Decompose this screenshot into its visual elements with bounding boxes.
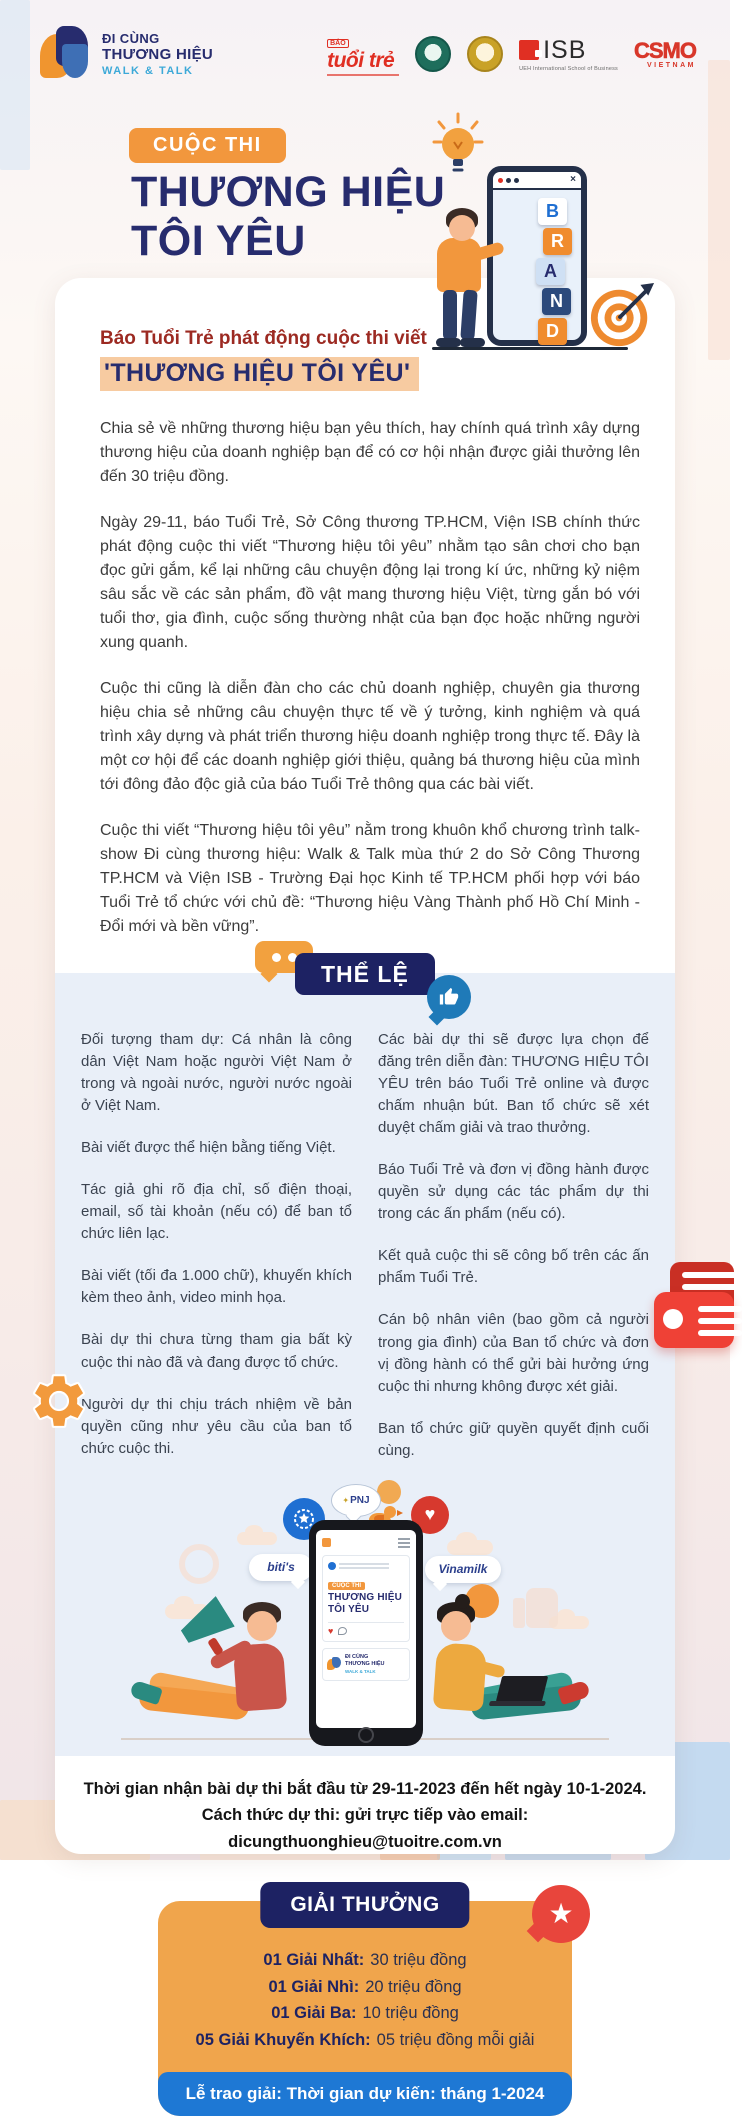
rules-columns bbox=[81, 1029, 649, 1482]
prize-label: 05 Giải Khuyến Khích: bbox=[195, 2031, 371, 2050]
partner-logo-csmo bbox=[634, 38, 696, 69]
phone-title-line1: THƯƠNG HIỆU bbox=[328, 1591, 403, 1603]
rule-item: Tác giả ghi rõ địa chỉ, số điện thoại, email, số tài khoản (nếu có) để ban tổ chức liên lạc. bbox=[81, 1181, 352, 1243]
prize-heading: GIẢI THƯỞNG bbox=[260, 1882, 469, 1928]
phone-brand-card bbox=[322, 1648, 410, 1681]
speech-bubble-vinamilk bbox=[425, 1556, 501, 1583]
intro-block bbox=[55, 278, 675, 391]
isb-square-icon bbox=[519, 40, 539, 60]
gear-icon bbox=[28, 1370, 90, 1437]
lightbulb-icon bbox=[432, 112, 484, 191]
submission-email: Cách thức dự thi: gửi trực tiếp vào email: dicungthuonghieu@tuoitre.com.vn bbox=[201, 1806, 529, 1851]
mini-brand-line2: THƯƠNG HIỆU bbox=[345, 1661, 385, 1668]
brand-name-line1: ĐI CÙNG bbox=[102, 31, 160, 46]
person-right-illustration bbox=[413, 1604, 583, 1739]
prize-item bbox=[174, 1947, 556, 1974]
mini-brand-tagline: WALK & TALK bbox=[345, 1668, 376, 1674]
prize-value: 30 triệu đồng bbox=[370, 1950, 467, 1969]
rule-item: Báo Tuổi Trẻ và đơn vị đồng hành được quyền sử dụng các tác phẩm dự thi trong các ấn phẩm (nếu có). bbox=[378, 1161, 649, 1223]
paragraph: Cuộc thi cũng là diễn đàn cho các chủ doanh nghiệp, chuyên gia thương hiệu chia sẻ những câu chuyện thực tế về ý tưởng, kinh nghiệm và quá trình xây dựng và phát triển thương hiệu doanh nghiệp trong thực tế. Đây là một cơ hội để các doanh nghiệp giới thiệu, quảng bá thương hiệu của mình tới đông đảo độc giả của báo Tuổi Trẻ thông qua các bài viết. bbox=[100, 680, 640, 793]
intro-title-highlight: 'THƯƠNG HIỆU TÔI YÊU' bbox=[100, 357, 419, 391]
page-title bbox=[131, 168, 445, 266]
phone-post-card bbox=[322, 1555, 410, 1642]
prize-item bbox=[174, 1974, 556, 2001]
phone-illustration bbox=[309, 1520, 423, 1746]
prize-value: 10 triệu đồng bbox=[362, 2004, 459, 2023]
tuoitre-caption-line bbox=[327, 74, 399, 76]
award-ceremony-bar: Lễ trao giải: Thời gian dự kiến: tháng 1-2024 bbox=[158, 2072, 572, 2116]
prize-section bbox=[158, 1892, 574, 2116]
rule-item: Kết quả cuộc thi sẽ công bố trên các ấn phẩm Tuổi Trẻ. bbox=[378, 1247, 649, 1287]
rules-section bbox=[55, 960, 675, 1756]
brand-name-line2: THƯƠNG HIỆU bbox=[102, 46, 214, 63]
brand-tagline: WALK & TALK bbox=[102, 65, 194, 77]
cloud-icon bbox=[447, 1540, 493, 1555]
phone-contest-badge: CUỘC THI bbox=[328, 1582, 365, 1590]
rule-item: Các bài dự thi sẽ được lựa chọn để đăng trên diễn đàn: THƯƠNG HIỆU TÔI YÊU trên báo Tuổi Trẻ online và được chấm nhuận bút. Ban tổ chức sẽ xét duyệt chấm giải và trao thưởng. bbox=[378, 1031, 649, 1137]
window-titlebar bbox=[493, 172, 581, 190]
intro-kicker: Báo Tuổi Trẻ phát động cuộc thi viết bbox=[100, 328, 427, 349]
pnj-label: PNJ bbox=[350, 1494, 370, 1506]
header-logos bbox=[40, 26, 696, 82]
heart-icon: ♥ bbox=[411, 1496, 449, 1534]
partner-logo-seal-gold-icon bbox=[467, 36, 503, 72]
rule-item: Bài viết được thể hiện bằng tiếng Việt. bbox=[81, 1139, 336, 1157]
megaphone-icon bbox=[175, 1596, 235, 1652]
partner-logo-seal-green-icon bbox=[415, 36, 451, 72]
paragraph: Ngày 29-11, báo Tuổi Trẻ, Sở Công thương TP.HCM, Viện ISB chính thức phát động cuộc thi viết “Thương hiệu tôi yêu” nhằm tạo sân chơi cho bạn đọc gửi gắm, kể lại những câu chuyện động lại trong kí ức, những kỷ niệm sâu sắc về các sản phẩm, đồ vật mang thương hiệu Việt, từng gắn bó với tuổi thơ, gia đình, cuộc sống thường nhật của bạn đọc hoặc những người xung quanh. bbox=[100, 514, 640, 651]
body-paragraphs bbox=[55, 391, 675, 939]
star-bubble-icon: ★ bbox=[532, 1885, 590, 1943]
social-illustration bbox=[81, 1484, 649, 1756]
isb-caption: UEH International School of Business bbox=[519, 65, 618, 72]
prize-label: 01 Giải Nhì: bbox=[268, 1977, 360, 1996]
rules-column-right bbox=[378, 1029, 649, 1482]
phone-title-line2: TÔI YÊU bbox=[328, 1604, 370, 1616]
prize-label: 01 Giải Ba: bbox=[271, 2004, 357, 2023]
brand-block-n: N bbox=[542, 288, 571, 315]
close-icon: × bbox=[570, 174, 576, 185]
prize-value: 05 triệu đồng mỗi giải bbox=[376, 2031, 535, 2050]
menu-icon bbox=[398, 1536, 410, 1550]
brand-logo-dicungthuonghieu bbox=[40, 26, 213, 82]
chat-card-icon bbox=[654, 1262, 734, 1362]
tuoitre-bao-label: BÁO bbox=[327, 39, 349, 48]
rule-item: Bài dự thi chưa từng tham gia bất kỳ cuộc thi nào đã và đang được tổ chức. bbox=[81, 1331, 352, 1371]
speech-bubble-bitis bbox=[249, 1554, 313, 1581]
rule-item: Ban tổ chức giữ quyền quyết định cuối cùng. bbox=[378, 1419, 649, 1459]
like-heart-icon: ♥ bbox=[328, 1625, 334, 1636]
rules-heading: THỂ LỆ bbox=[295, 953, 435, 995]
rule-item: Cán bộ nhân viên (bao gồm cả người trong gia đình) của Ban tổ chức và đơn vị đồng hành có thể gửi bài hưởng ứng cuộc thi nhưng không được xét giải. bbox=[378, 1311, 649, 1395]
cloud-icon bbox=[237, 1532, 277, 1545]
app-logo-square-icon bbox=[322, 1538, 331, 1547]
content-card bbox=[55, 278, 675, 2103]
csmo-sub: VIETNAM bbox=[647, 62, 696, 70]
bitis-label: biti's bbox=[267, 1560, 295, 1575]
phone-screen bbox=[316, 1530, 416, 1728]
page-title-line2: TÔI YÊU bbox=[131, 217, 306, 266]
bg-decor-block bbox=[0, 0, 30, 170]
person-left-illustration bbox=[139, 1604, 309, 1739]
laptop-icon bbox=[496, 1676, 548, 1702]
brand-block-a: A bbox=[536, 258, 565, 285]
prize-value: 20 triệu đồng bbox=[365, 1977, 462, 1996]
bg-decor-block bbox=[708, 60, 730, 360]
page-title-line1: THƯƠNG HIỆU bbox=[131, 168, 446, 216]
brand-logo-mark-icon bbox=[40, 26, 92, 82]
partner-logo-isb bbox=[519, 36, 618, 72]
prize-item bbox=[174, 2027, 556, 2054]
brand-block-b: B bbox=[538, 198, 567, 225]
csmo-name: CSMO bbox=[634, 38, 696, 64]
thumbs-up-icon bbox=[427, 975, 471, 1019]
tuoitre-name: tuổi trẻ bbox=[327, 48, 395, 72]
mini-brand-line1: ĐI CÙNG bbox=[345, 1653, 369, 1660]
rule-item: Bài viết (tối đa 1.000 chữ), khuyến khích kèm theo ảnh, video minh họa. bbox=[81, 1267, 352, 1307]
ghost-user-icon bbox=[179, 1544, 219, 1584]
rule-item: Đối tượng tham dự: Cá nhân là công dân Việt Nam hoặc người Việt Nam ở trong và ngoài nước, người nước ngoài ở Việt Nam. bbox=[81, 1031, 352, 1115]
rules-heading-group bbox=[55, 941, 675, 1011]
deadline-info bbox=[55, 1776, 675, 1855]
sparkle-icon: ✦ bbox=[342, 1495, 350, 1505]
rule-item: Người dự thi chịu trách nhiệm về bản quyền cũng như yêu cầu của ban tổ chức cuộc thi. bbox=[81, 1395, 352, 1457]
deadline-dates: Thời gian nhận bài dự thi bắt đầu từ 29-11-2023 đến hết ngày 10-1-2024. bbox=[83, 1779, 647, 1798]
avatar-dot-icon bbox=[328, 1562, 336, 1570]
partner-logos bbox=[327, 32, 696, 76]
vinamilk-label: Vinamilk bbox=[438, 1562, 488, 1577]
brand-block-r: R bbox=[543, 228, 572, 255]
prize-item bbox=[174, 2000, 556, 2027]
rules-column-left bbox=[81, 1029, 352, 1482]
mini-brand-mark-icon bbox=[327, 1657, 341, 1671]
contest-label-badge: CUỘC THI bbox=[129, 128, 286, 163]
paragraph: Chia sẻ về những thương hiệu bạn yêu thích, hay chính quá trình xây dựng thương hiệu của doanh nghiệp bạn để có cơ hội nhận được giải thưởng lên đến 30 triệu đồng. bbox=[100, 420, 640, 485]
isb-name: ISB bbox=[543, 35, 587, 64]
comment-icon bbox=[338, 1627, 347, 1635]
brand-block-d: D bbox=[538, 318, 567, 345]
paragraph: Cuộc thi viết “Thương hiệu tôi yêu” nằm trong khuôn khổ chương trình talk-show Đi cùng thương hiệu: Walk & Talk mùa thứ 2 do Sở Công Thương TP.HCM và Viện ISB - Trường Đại học Kinh tế TP.HCM phối hợp với báo Tuổi Trẻ tổ chức với chủ đề: “Thương hiệu Vàng Thành phố Hồ Chí Minh - Đổi mới và bền vững”. bbox=[100, 822, 640, 935]
prize-label: 01 Giải Nhất: bbox=[263, 1950, 365, 1969]
partner-logo-tuoitre bbox=[327, 32, 399, 76]
